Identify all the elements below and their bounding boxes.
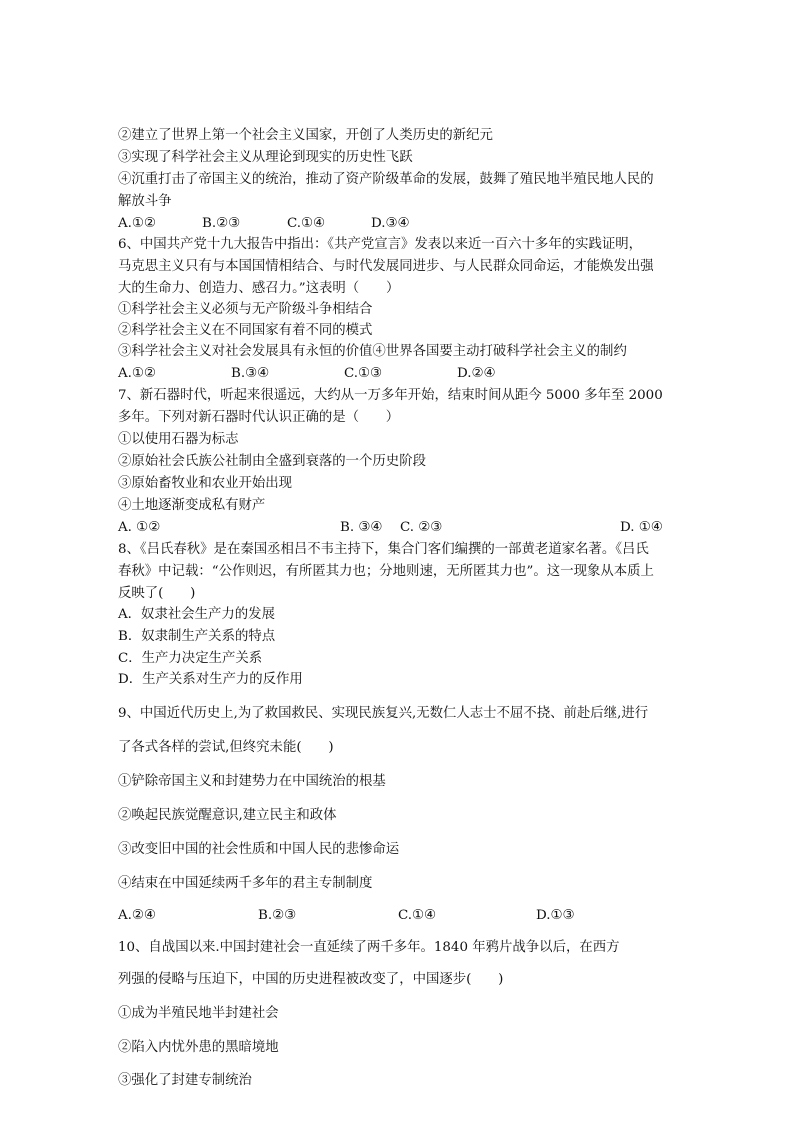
- q6-stem-line-2: 马克思主义只有与本国国情相结合、与时代发展同进步、与人民群众同命运，才能焕发出强: [118, 259, 654, 274]
- q7-option-b: B. ③④: [340, 520, 383, 535]
- q7-item-3: ③原始畜牧业和农业开始出现: [118, 476, 293, 491]
- q7-option-a: A. ①②: [118, 520, 161, 535]
- q10-stem-line-1: 10、自战国以来.中国封建社会一直延续了两千多年。1840 年鸦片战争以后，在西方: [118, 940, 620, 955]
- q8-stem-line-1: 8、《吕氏春秋》是在秦国丞相吕不韦主持下，集合门客们编撰的一部黄老道家名著。《吕氏: [118, 542, 649, 557]
- q5-item-3: ③实现了科学社会主义从理论到现实的历史性飞跃: [118, 150, 413, 165]
- q8-option-a: A．奴隶社会生产力的发展: [118, 607, 275, 622]
- q6-item-3-4: ③科学社会主义对社会发展具有永恒的价值④世界各国要主动打破科学社会主义的制约: [118, 344, 627, 359]
- q7-item-4: ④土地逐渐变成私有财产: [118, 498, 266, 513]
- q5-item-4-cont: 解放斗争: [118, 194, 172, 209]
- q10-stem-line-2: 列强的侵略与压迫下，中国的历史进程被改变了，中国逐步( ): [118, 972, 504, 987]
- q5-option-c: C.①④: [287, 216, 326, 231]
- q8-option-d: D．生产关系对生产力的反作用: [118, 672, 303, 687]
- q10-item-3: ③强化了封建专制统治: [118, 1073, 252, 1088]
- q7-item-2: ②原始社会氏族公社制由全盛到衰落的一个历史阶段: [118, 454, 426, 469]
- q7-option-c: C. ②③: [400, 520, 443, 535]
- q7-option-d: D. ①④: [620, 520, 663, 535]
- q9-option-a: A.②④: [118, 908, 156, 923]
- q5-option-b: B.②③: [202, 216, 241, 231]
- q8-stem-line-3: 反映了( ): [118, 586, 196, 601]
- q8-option-b: B．奴隶制生产关系的特点: [118, 629, 276, 644]
- q9-item-2: ②唤起民族觉醒意识,建立民主和政体: [118, 808, 337, 823]
- q5-item-4: ④沉重打击了帝国主义的统治，推动了资产阶级革命的发展，鼓舞了殖民地半殖民地人民的: [118, 172, 654, 187]
- q6-item-2: ②科学社会主义在不同国家有着不同的模式: [118, 323, 373, 338]
- q6-stem-line-1: 6、中国共产党十九大报告中指出：《共产党宣言》发表以来近一百六十多年的实践证明，: [118, 237, 643, 252]
- q6-option-c: C.①③: [344, 366, 383, 381]
- q6-item-1: ①科学社会主义必须与无产阶级斗争相结合: [118, 302, 373, 317]
- q5-item-2: ②建立了世界上第一个社会主义国家，开创了人类历史的新纪元: [118, 128, 493, 143]
- q6-option-b: B.③④: [231, 366, 270, 381]
- q7-stem-line-1: 7、新石器时代，听起来很遥远，大约从一万多年开始，结束时间从距今 5000 多年至 2000: [118, 388, 663, 403]
- q7-stem-line-2: 多年。下列对新石器时代认识正确的是（ ）: [118, 410, 400, 425]
- q9-option-d: D.①③: [536, 908, 575, 923]
- q9-item-1: ①铲除帝国主义和封建势力在中国统治的根基: [118, 774, 386, 789]
- q8-option-c: C．生产力决定生产关系: [118, 651, 263, 666]
- q7-item-1: ①以使用石器为标志: [118, 432, 239, 447]
- q6-option-d: D.②④: [457, 366, 496, 381]
- q8-stem-line-2: 春秋》中记载：“公作则迟，有所匿其力也；分地则速，无所匿其力也”。这一现象从本质上: [118, 564, 654, 579]
- q9-item-4: ④结束在中国延续两千多年的君主专制制度: [118, 876, 373, 891]
- q5-option-a: A.①②: [118, 216, 156, 231]
- q9-stem-line-1: 9、中国近代历史上,为了救国救民、实现民族复兴,无数仁人志士不屈不挠、前赴后继,进行: [118, 706, 649, 721]
- q9-stem-line-2: 了各式各样的尝试,但终究未能( ): [118, 740, 334, 755]
- q9-item-3: ③改变旧中国的社会性质和中国人民的悲惨命运: [118, 842, 400, 857]
- q6-option-a: A.①②: [118, 366, 156, 381]
- q10-item-2: ②陷入内忧外患的黑暗境地: [118, 1040, 279, 1055]
- q6-stem-line-3: 大的生命力、创造力、感召力。”这表明（ ）: [118, 281, 400, 296]
- q5-option-d: D.③④: [371, 216, 410, 231]
- q9-option-c: C.①④: [398, 908, 437, 923]
- q9-option-b: B.②③: [258, 908, 297, 923]
- q10-item-1: ①成为半殖民地半封建社会: [118, 1006, 279, 1021]
